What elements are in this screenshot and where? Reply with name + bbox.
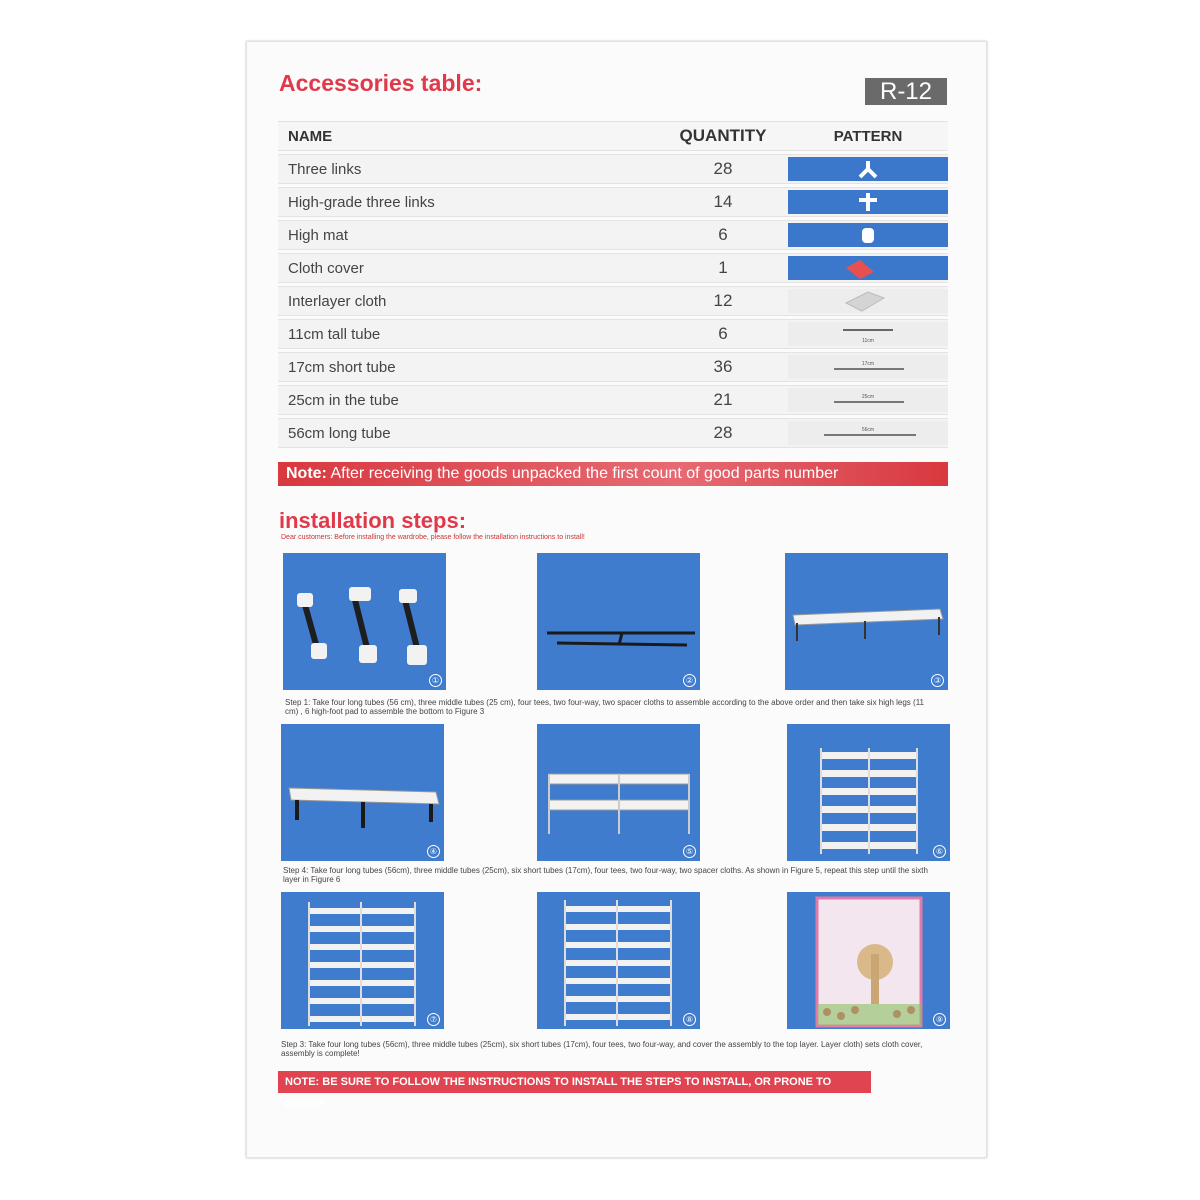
- foot-pad-icon: [788, 223, 948, 247]
- step-caption-3: Step 3: Take four long tubes (56cm), three middle tubes (25cm), six short tubes (17cm), four tees, two four-way, and cover the assembly to the top layer. Layer cloth) sets cloth cover, assembly is complete!: [281, 1040, 923, 1058]
- tube-icon: [788, 388, 948, 412]
- installation-subtitle: Dear customers: Before installing the wardrobe, please follow the installation instructions to install!: [281, 534, 585, 541]
- step-caption-1: Step 1: Take four long tubes (56 cm), three middle tubes (25 cm), four tees, two four-way, two spacer cloths to assemble according to the above order and then take six high legs (11 cm) , 6 high-foot pad to assemble the bottom to Figure 3: [285, 698, 924, 716]
- table-row: [278, 385, 948, 415]
- step-figure-3: [785, 553, 948, 690]
- installation-title: installation steps:: [279, 508, 467, 533]
- row-name: 25cm in the tube: [278, 385, 658, 415]
- row-name: 11cm tall tube: [278, 319, 658, 349]
- step-number: ⑤: [683, 845, 696, 858]
- table-header-row: [278, 121, 948, 151]
- tube-size-label: 17cm: [861, 361, 875, 367]
- step-figure-6: [787, 724, 950, 861]
- row-quantity: 14: [658, 187, 788, 217]
- table-row: [278, 286, 948, 316]
- table-row: [278, 187, 948, 217]
- instruction-sheet: [246, 41, 987, 1158]
- table-row: [278, 319, 948, 349]
- table-row: [278, 352, 948, 382]
- table-row: [278, 220, 948, 250]
- table-row: [278, 253, 948, 283]
- cloth-cover-icon: [788, 256, 948, 280]
- table-row: [278, 418, 948, 448]
- step-figure-7: [281, 892, 444, 1029]
- cross-link-icon: [788, 190, 948, 214]
- step-figure-1: [283, 553, 446, 690]
- model-badge: R-12: [865, 78, 947, 105]
- step-figure-9: [787, 892, 950, 1029]
- note-banner: [278, 462, 948, 486]
- step-number: ①: [429, 674, 442, 687]
- row-quantity: 21: [658, 385, 788, 415]
- interlayer-cloth-icon: [788, 289, 948, 313]
- row-quantity: 6: [658, 319, 788, 349]
- tube-size-label: 11cm: [862, 338, 874, 344]
- step-number: ⑥: [933, 845, 946, 858]
- tube-size-label: 25cm: [861, 394, 875, 400]
- row-name: 17cm short tube: [278, 352, 658, 382]
- step-number: ⑦: [427, 1013, 440, 1026]
- step-figure-4: [281, 724, 444, 861]
- row-quantity: 6: [658, 220, 788, 250]
- row-quantity: 12: [658, 286, 788, 316]
- row-quantity: 28: [658, 418, 788, 448]
- tube-icon: [788, 355, 948, 379]
- step-caption-2: Step 4: Take four long tubes (56cm), three middle tubes (25cm), six short tubes (17cm), four tees, two four-way, two spacer cloths. As shown in Figure 5, repeat this step until the sixth layer in Figure 6: [283, 866, 928, 884]
- row-name: Three links: [278, 154, 658, 184]
- step-number: ⑨: [933, 1013, 946, 1026]
- column-header-pattern: PATTERN: [788, 121, 948, 151]
- step-number: ②: [683, 674, 696, 687]
- row-name: Cloth cover: [278, 253, 658, 283]
- column-header-name: NAME: [278, 121, 658, 151]
- step-figure-8: [537, 892, 700, 1029]
- note-label: Note:: [286, 465, 327, 482]
- column-header-quantity: QUANTITY: [658, 121, 788, 151]
- tube-icon: [788, 421, 948, 445]
- step-number: ④: [427, 845, 440, 858]
- row-name: High mat: [278, 220, 658, 250]
- note-text: After receiving the goods unpacked the first count of good parts number: [326, 465, 839, 482]
- accessories-table: [278, 118, 948, 451]
- three-link-icon: [788, 157, 948, 181]
- warning-banner: NOTE: BE SURE TO FOLLOW THE INSTRUCTIONS TO INSTALL THE STEPS TO INSTALL, OR PRONE TO ERROR: [278, 1071, 871, 1093]
- row-name: 56cm long tube: [278, 418, 658, 448]
- table-row: [278, 154, 948, 184]
- step-number: ⑧: [683, 1013, 696, 1026]
- step-number: ③: [931, 674, 944, 687]
- row-quantity: 36: [658, 352, 788, 382]
- tube-size-label: 56cm: [861, 427, 875, 433]
- row-name: Interlayer cloth: [278, 286, 658, 316]
- accessories-title: Accessories table:: [279, 70, 483, 96]
- row-quantity: 1: [658, 253, 788, 283]
- step-figure-2: [537, 553, 700, 690]
- step-figure-5: [537, 724, 700, 861]
- tube-icon: [788, 322, 948, 346]
- row-quantity: 28: [658, 154, 788, 184]
- row-name: High-grade three links: [278, 187, 658, 217]
